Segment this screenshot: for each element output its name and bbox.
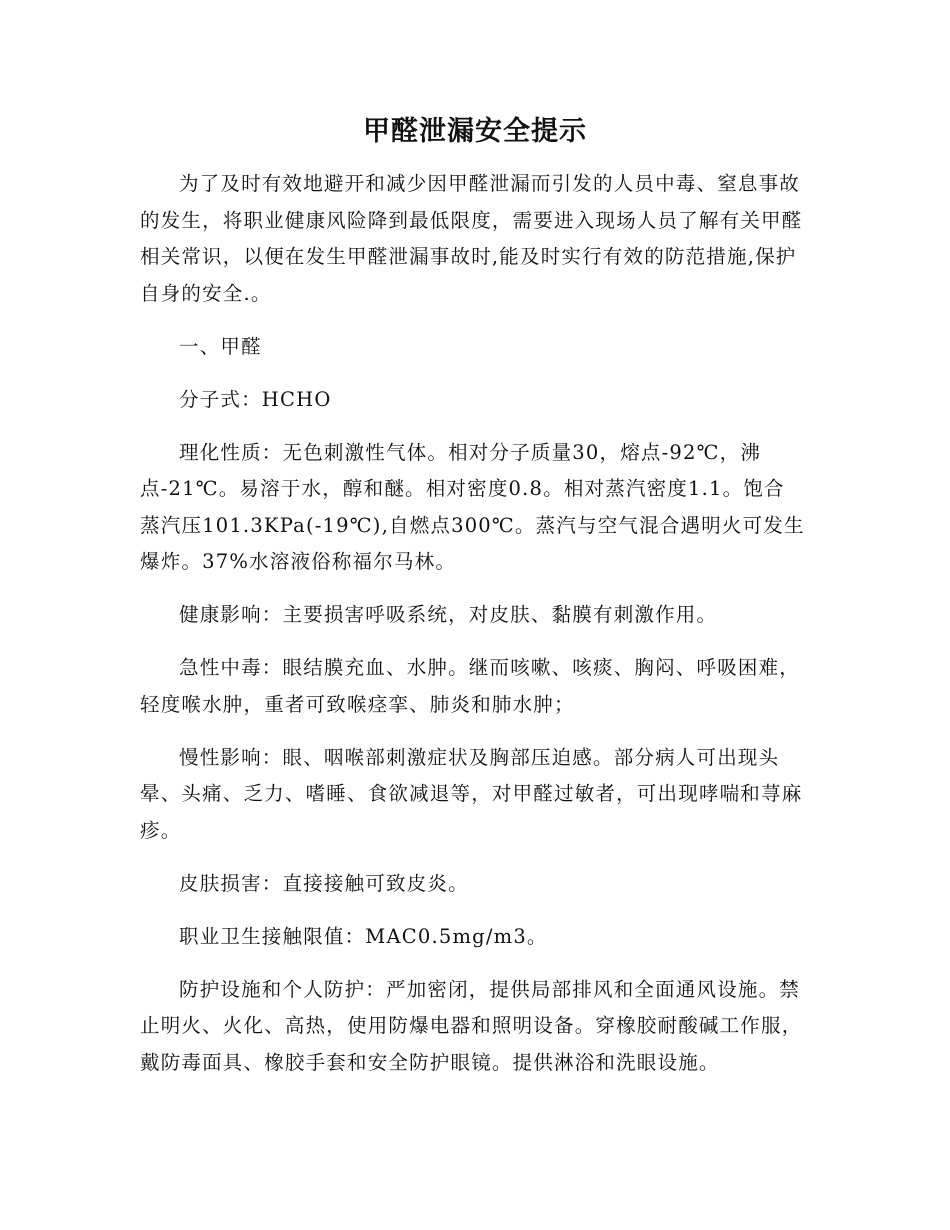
exposure-limit: 职业卫生接触限值：MAC0.5mg/m3。: [179, 924, 548, 948]
document-body: [140, 166, 805, 1098]
acute-poisoning: 急性中毒：眼结膜充血、水肿。继而咳嗽、咳痰、胸闷、呼吸困难，轻度喉水肿，重者可致喉痉挛、肺炎和肺水肿；: [140, 656, 801, 716]
skin-damage: 皮肤损害：直接接触可致皮炎。: [179, 871, 469, 895]
chronic-effects: 慢性影响：眼、咽喉部刺激症状及胸部压迫感。部分病人可出现头晕、头痛、乏力、嗜睡、食欲减退等，对甲醛过敏者，可出现哮喘和荨麻疹。: [140, 745, 803, 842]
molecular-formula: 分子式：HCHO: [179, 387, 332, 411]
physical-chemical-properties: 理化性质：无色刺激性气体。相对分子质量30，熔点-92℃，沸点-21℃。易溶于水，醇和醚。相对密度0.8。相对蒸汽密度1.1。饱合蒸汽压101.3KPa(-19℃),自燃点300℃。蒸汽与空气混合遇明火可发生爆炸。37%水溶液俗称福尔马林。: [140, 440, 805, 573]
health-effects: 健康影响：主要损害呼吸系统，对皮肤、黏膜有刺激作用。: [179, 603, 718, 626]
document-title: 甲醛泄漏安全提示: [363, 116, 587, 147]
intro-paragraph: 为了及时有效地避开和减少因甲醛泄漏而引发的人员中毒、窒息事故的发生，将职业健康风险降到最低限度，需要进入现场人员了解有关甲醛相关常识，以便在发生甲醛泄漏事故时,能及时实行有效的防范措施,保护自身的安全.。: [140, 172, 803, 305]
section-heading: 一、甲醛: [179, 334, 262, 358]
protective-measures: 防护设施和个人防护：严加密闭，提供局部排风和全面通风设施。禁止明火、火化、高热，使用防爆电器和照明设备。穿橡胶耐酸碱工作服，戴防毒面具、橡胶手套和安全防护眼镜。提供淋浴和洗眼设施。: [140, 977, 803, 1074]
